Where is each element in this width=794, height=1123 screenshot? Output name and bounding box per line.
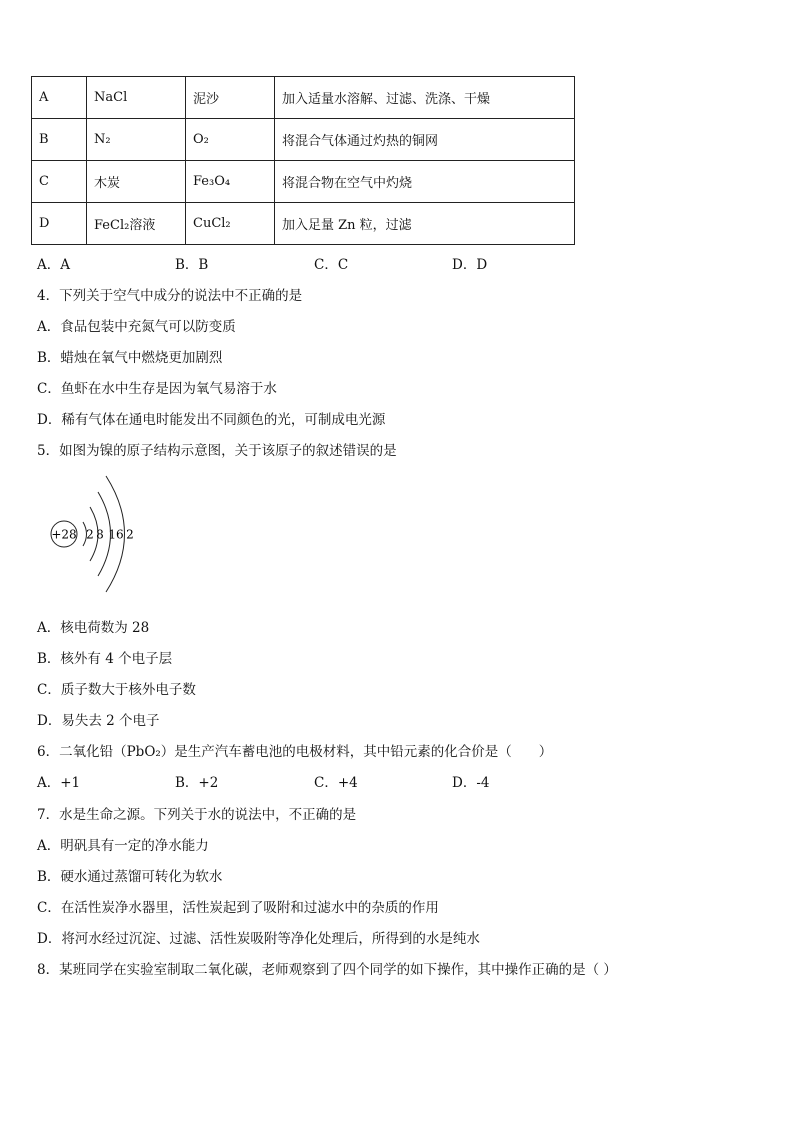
q3-choice-d[interactable]: D．D	[452, 257, 488, 273]
nickel-atom-structure-diagram	[46, 470, 146, 600]
impurity-cell: Fe₃O₄	[186, 161, 275, 203]
impurity-removal-table	[31, 76, 575, 245]
q7-option-c[interactable]: C．在活性炭净水器里，活性炭起到了吸附和过滤水中的杂质的作用	[37, 900, 439, 916]
shell-1-electrons: 2	[86, 527, 94, 542]
method-cell: 将混合气体通过灼热的铜网	[275, 119, 575, 161]
q5-option-b[interactable]: B．核外有 4 个电子层	[37, 651, 173, 667]
question-6-stem: 6．二氧化铅（PbO₂）是生产汽车蓄电池的电极材料，其中铅元素的化合价是（ ）	[37, 744, 553, 760]
method-cell: 将混合物在空气中灼烧	[275, 161, 575, 203]
shell-4-electrons: 2	[126, 527, 134, 542]
q5-option-d[interactable]: D．易失去 2 个电子	[37, 713, 160, 729]
row-key: D	[32, 203, 87, 245]
mixture-cell: N₂	[87, 119, 186, 161]
q6-choice-a[interactable]: A．+1	[37, 775, 81, 791]
q6-choice-b[interactable]: B．+2	[175, 775, 219, 791]
nucleus-charge: +28	[51, 527, 77, 542]
question-8-stem: 8．某班同学在实验室制取二氧化碳，老师观察到了四个同学的如下操作，其中操作正确的是（ ）	[37, 962, 617, 978]
row-key: C	[32, 161, 87, 203]
q6-choice-c[interactable]: C．+4	[314, 775, 358, 791]
table-row	[32, 203, 575, 245]
shell-2-electrons: 8	[96, 527, 104, 542]
mixture-cell: 木炭	[87, 161, 186, 203]
table-row	[32, 161, 575, 203]
q3-choice-b[interactable]: B．B	[175, 257, 209, 273]
q7-option-d[interactable]: D．将河水经过沉淀、过滤、活性炭吸附等净化处理后，所得到的水是纯水	[37, 931, 480, 947]
q4-option-b[interactable]: B．蜡烛在氧气中燃烧更加剧烈	[37, 350, 223, 366]
question-7-stem: 7．水是生命之源。下列关于水的说法中，不正确的是	[37, 807, 357, 823]
shell-3-electrons: 16	[108, 527, 124, 542]
mixture-cell: FeCl₂溶液	[87, 203, 186, 245]
table-row	[32, 77, 575, 119]
question-4-stem: 4．下列关于空气中成分的说法中不正确的是	[37, 288, 303, 304]
row-key: B	[32, 119, 87, 161]
q6-choice-d[interactable]: D．-4	[452, 775, 490, 791]
question-5-stem: 5．如图为镍的原子结构示意图，关于该原子的叙述错误的是	[37, 443, 397, 459]
method-cell: 加入适量水溶解、过滤、洗涤、干燥	[275, 77, 575, 119]
q5-option-a[interactable]: A．核电荷数为 28	[37, 620, 150, 636]
method-cell: 加入足量 Zn 粒，过滤	[275, 203, 575, 245]
q3-choice-a[interactable]: A．A	[37, 257, 70, 273]
q7-option-a[interactable]: A．明矾具有一定的净水能力	[37, 838, 209, 854]
q5-option-c[interactable]: C．质子数大于核外电子数	[37, 682, 196, 698]
impurity-cell: O₂	[186, 119, 275, 161]
impurity-cell: 泥沙	[186, 77, 275, 119]
q4-option-a[interactable]: A．食品包装中充氮气可以防变质	[37, 319, 236, 335]
q4-option-c[interactable]: C．鱼虾在水中生存是因为氧气易溶于水	[37, 381, 277, 397]
q7-option-b[interactable]: B．硬水通过蒸馏可转化为软水	[37, 869, 223, 885]
table-row	[32, 119, 575, 161]
mixture-cell: NaCl	[87, 77, 186, 119]
row-key: A	[32, 77, 87, 119]
q3-choice-c[interactable]: C．C	[314, 257, 349, 273]
q4-option-d[interactable]: D．稀有气体在通电时能发出不同颜色的光，可制成电光源	[37, 412, 386, 428]
impurity-cell: CuCl₂	[186, 203, 275, 245]
